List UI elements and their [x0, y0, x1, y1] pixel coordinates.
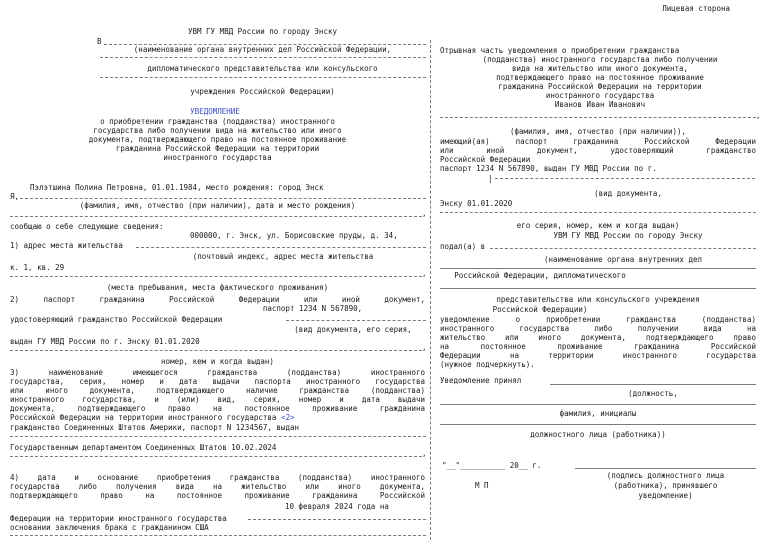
right-organ-value: УВМ ГУ МВД России по городу Энску — [553, 231, 703, 240]
sign-caption-2: (работника), принявшего — [613, 481, 718, 490]
has-line-2: Российской Федерации — [440, 155, 531, 164]
organ-caption-1: (наименование органа внутренних дел Российской Федерации, — [133, 45, 392, 54]
comma-4: , — [422, 449, 427, 458]
sign-line — [575, 468, 756, 469]
item3-value: гражданство Соединенных Штатов Америки, паспорт N 1234567, выдан — [10, 423, 299, 432]
position-caption: (должность, — [628, 389, 678, 398]
organ-caption-3: учреждения Российской Федерации) — [190, 87, 335, 96]
item3-line-3: иностранного государства, и (или) вид, серия, номер и дата выдачи — [10, 395, 425, 404]
item2-line2: удостоверяющий гражданство Российской Федерации — [10, 315, 223, 324]
right-name-value: Иванов Иван Иванович — [554, 100, 646, 109]
right-organ-line-2 — [440, 268, 756, 269]
item1-label: 1) адрес места жительства — [10, 241, 123, 250]
notice-line-0: уведомление о приобретении гражданства (подданства) — [440, 315, 756, 324]
title-sub-3: документа, подтверждающего право на постоянное проживание — [88, 135, 347, 144]
filed-label: подал(а) в — [440, 242, 486, 251]
item3-line-2: или иного документа, подтверждающего наличие гражданства (подданства) — [10, 386, 425, 395]
mp-label: М П — [475, 481, 489, 490]
comma-1: , — [422, 209, 427, 218]
v-prefix: В — [97, 37, 102, 46]
address-line — [136, 247, 426, 248]
item4-line-1: государства либо получения вида на жительство или иного документа, — [10, 482, 425, 491]
issued-value: выдан ГУ МВД России по г. Энску 01.01.2020 — [10, 337, 200, 346]
item4-basis: основании заключения брака с гражданином США — [10, 523, 209, 532]
right-doc-caption: (вид документа, — [594, 189, 662, 198]
official-caption: должностного лица (работника)) — [530, 430, 666, 439]
sign-caption-1: (подпись должностного лица — [606, 471, 725, 480]
right-doc-value: Энску 01.01.2020 — [440, 199, 513, 208]
right-organ-line — [490, 248, 756, 249]
tear-title-1: (подданства) иностранного государства либо получении — [482, 55, 718, 64]
comma-2: , — [422, 269, 427, 278]
tear-title-2: вида на жительство или иного документа, — [511, 64, 689, 73]
address-caption: (почтовый индекс, адрес места жительства — [192, 252, 374, 261]
comma-5: , — [756, 111, 761, 120]
side-label: Лицевая сторона — [662, 4, 730, 13]
right-organ-caption: (наименование органа внутренних дел — [543, 255, 703, 264]
item3-footnote[interactable]: <2> — [280, 413, 295, 422]
notice-line-3: на постоянное проживание гражданина Российской — [440, 342, 756, 351]
item3-value-2: Государственным департаментом Соединенных Штатов 10.02.2024 — [10, 443, 277, 452]
person-line — [20, 198, 426, 199]
doc-title[interactable]: УВЕДОМЛЕНИЕ — [190, 107, 240, 116]
position-line — [440, 404, 756, 405]
tear-title-0: Отрывная часть уведомления о приобретении гражданства — [440, 46, 680, 55]
sign-caption-3: уведомление) — [638, 491, 693, 500]
organ-line-2 — [100, 57, 426, 58]
tear-title-3: подтверждающего право на постоянное проживание — [496, 73, 704, 82]
right-organ-caption-3: представительства или консульского учреждения — [496, 295, 700, 304]
doc-caption: (вид документа, его серия, — [294, 325, 412, 334]
title-sub-4: гражданина Российской Федерации на территории — [115, 144, 320, 153]
address-value-2: к. 1, кв. 29 — [10, 263, 65, 272]
name-initials-caption: фамилия, инициалы — [559, 409, 637, 418]
tear-title-4: гражданина Российской Федерации на территории — [498, 82, 702, 91]
address-value: 000000, г. Энск, ул. Борисовские пруды, д. 34, — [190, 231, 398, 240]
tear-line — [430, 40, 431, 540]
notice-line-5: (нужное подчеркнуть). — [440, 360, 535, 369]
person-caption: (фамилия, имя, отчество (при наличии), дата и место рождения) — [79, 201, 356, 210]
item3-line-5: Российской Федерации на территории иностранного государства — [10, 413, 277, 422]
date-line: "__"__________ 20__ г. — [442, 461, 542, 470]
item3-line-4: документа, подтверждающего право на постоянное проживание гражданина — [10, 404, 425, 413]
has-line-1: или иной документ, удостоверяющий гражданство — [440, 146, 756, 155]
initials-line — [440, 424, 756, 425]
issued-caption: номер, кем и когда выдан) — [161, 357, 274, 366]
notice-line-1: иностранного государства либо получении вида на — [440, 324, 756, 333]
right-doc-line — [440, 212, 756, 213]
organ-value: УВМ ГУ МВД России по городу Энску — [187, 27, 337, 36]
right-name-line — [440, 117, 756, 118]
bar-mark: | — [488, 174, 493, 183]
item4-line-2 — [10, 535, 426, 536]
organ-line-3 — [100, 77, 426, 78]
accepted-label: Уведомление принял — [440, 376, 522, 385]
item4-line — [248, 519, 426, 520]
item3-line-0: 3) наименование имеющегося гражданства (подданства) иностранного — [10, 368, 425, 377]
title-sub-2: государства либо получении вида на жительство или иного — [93, 126, 342, 135]
item4-line-3: Федерации на территории иностранного государства — [10, 514, 227, 523]
comma-3: , — [422, 343, 427, 352]
address-line-2 — [10, 276, 422, 277]
item3-line — [10, 436, 426, 437]
right-organ-caption-4: Российской Федерации) — [492, 305, 588, 314]
title-sub-1: о приобретении гражданства (подданства) иностранного — [100, 117, 335, 126]
right-organ-caption-2: Российской Федерации, дипломатического — [454, 271, 626, 280]
item2-line1: 2) паспорт гражданина Российской Федерации или иной документ, — [10, 295, 425, 304]
tear-title-5: иностранного государства — [545, 91, 655, 100]
item4-line-2: подтверждающего право на постоянное проживание гражданина Российской — [10, 491, 425, 500]
organ-caption-2: дипломатического представительства или консульского — [147, 64, 378, 73]
report-text: сообщаю о себе следующие сведения: — [10, 222, 164, 231]
item3-line-1: государства, серия, номер и дата выдачи паспорта иностранного государства — [10, 377, 425, 386]
person-line-2 — [10, 216, 422, 217]
accepted-line — [550, 384, 756, 385]
item2-value: паспорт 1234 N 567890, — [262, 304, 363, 313]
right-organ-line-3 — [440, 288, 756, 289]
title-sub-5: иностранного государства — [163, 153, 272, 162]
notice-line-2: жительство или иного документа, подтверждающего право — [440, 333, 756, 342]
item4-line-0: 4) дата и основание приобретения гражданства (подданства) иностранного — [10, 473, 425, 482]
person-value: Пэлэтшина Полина Петровна, 01.01.1984, место рождения: город Энск — [30, 183, 324, 192]
issued-line — [10, 350, 422, 351]
notice-line-4: Федерации на территории иностранного государства — [440, 351, 756, 360]
stay-caption: (места пребывания, места фактического проживания) — [106, 283, 329, 292]
right-passport-line — [495, 178, 755, 179]
passport-line — [286, 320, 426, 321]
item4-date: 10 февраля 2024 года на — [285, 502, 389, 511]
right-name-caption: (фамилия, имя, отчество (при наличии)), — [509, 127, 687, 136]
item3-line-2 — [10, 456, 422, 457]
ya-label: Я, — [10, 192, 20, 201]
right-doc-caption-2: его серия, номер, кем и когда выдан) — [516, 221, 680, 230]
right-passport-value: паспорт 1234 N 567890, выдан ГУ МВД России по г. — [440, 164, 657, 173]
has-line-0: имеющий(ая) паспорт гражданина Российской Федерации — [440, 137, 756, 146]
